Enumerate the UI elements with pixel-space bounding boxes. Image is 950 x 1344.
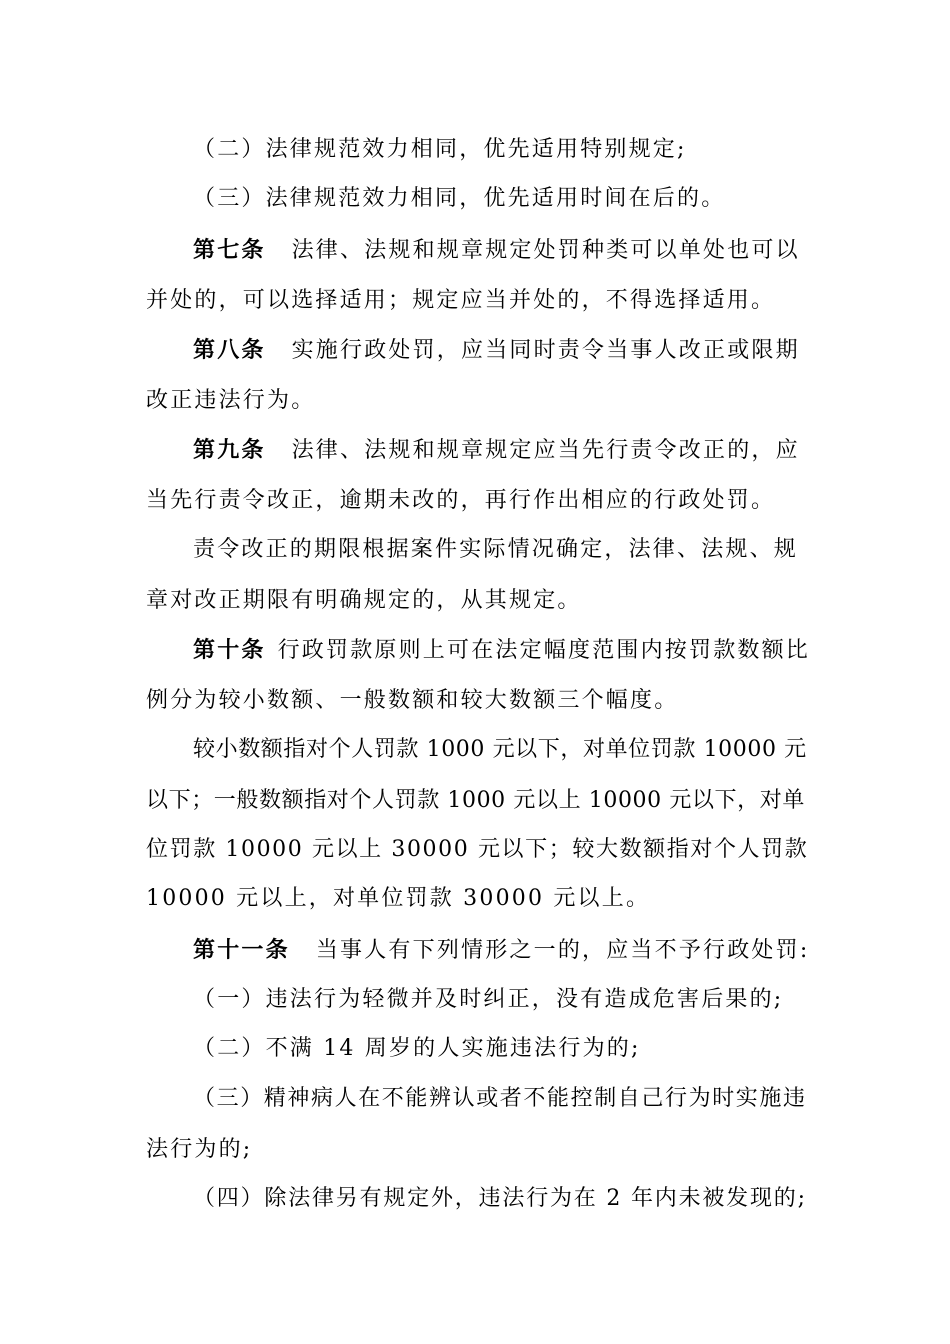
article-number: 第九条 xyxy=(193,437,266,463)
text-line xyxy=(193,1084,810,1114)
text-line xyxy=(146,884,810,914)
text-line xyxy=(146,486,810,516)
text-line xyxy=(146,835,810,865)
line-text: （四）除法律另有规定外，违法行为在 2 年内未被发现的; xyxy=(193,1186,807,1211)
line-text: 法律、法规和规章规定应当先行责令改正的，应 xyxy=(291,438,800,463)
text-line xyxy=(146,386,810,416)
article-heading-line xyxy=(193,435,810,465)
text-line xyxy=(193,735,810,765)
line-text: （二）不满 14 周岁的人实施违法行为的; xyxy=(193,1036,641,1061)
line-text: 以下；一般数额指对个人罚款 1000 元以上 10000 元以下，对单 xyxy=(146,788,805,813)
line-text: 法律、法规和规章规定处罚种类可以单处也可以 xyxy=(291,238,800,263)
article-number: 第八条 xyxy=(193,337,266,363)
line-text: 当先行责令改正，逾期未改的，再行作出相应的行政处罚。 xyxy=(146,488,776,513)
line-text: 法行为的; xyxy=(146,1137,253,1162)
article-number: 第七条 xyxy=(193,237,266,263)
article-number: 第十一条 xyxy=(193,937,290,963)
line-text: （三）精神病人在不能辨认或者不能控制自己行为时实施违 xyxy=(193,1086,807,1111)
line-text: （一）违法行为轻微并及时纠正，没有造成危害后果的; xyxy=(193,987,784,1012)
article-heading-line xyxy=(193,335,810,365)
article-heading-line xyxy=(193,635,810,665)
line-text: （二）法律规范效力相同，优先适用特别规定; xyxy=(193,137,687,162)
article-number: 第十条 xyxy=(193,637,266,663)
text-line xyxy=(146,686,810,716)
line-text: 并处的，可以选择适用；规定应当并处的，不得选择适用。 xyxy=(146,288,776,313)
text-line xyxy=(146,786,810,816)
article-heading-line xyxy=(193,935,810,965)
text-line xyxy=(193,1184,810,1214)
line-text: 责令改正的期限根据案件实际情况确定，法律、法规、规 xyxy=(193,537,799,562)
line-text: 章对改正期限有明确规定的，从其规定。 xyxy=(146,588,582,613)
line-text: 例分为较小数额、一般数额和较大数额三个幅度。 xyxy=(146,688,679,713)
text-line xyxy=(146,1135,810,1165)
line-text: 行政罚款原则上可在法定幅度范围内按罚款数额比 xyxy=(277,638,811,663)
line-text: 改正违法行为。 xyxy=(146,388,316,413)
text-line xyxy=(193,985,810,1015)
line-text: 较小数额指对个人罚款 1000 元以下，对单位罚款 10000 元 xyxy=(193,737,807,762)
line-text: 当事人有下列情形之一的，应当不予行政处罚: xyxy=(315,938,810,963)
text-line xyxy=(193,1034,810,1064)
text-line xyxy=(193,535,810,565)
line-text: （三）法律规范效力相同，优先适用时间在后的。 xyxy=(193,186,726,211)
line-text: 实施行政处罚，应当同时责令当事人改正或限期 xyxy=(291,338,800,363)
line-text: 位罚款 10000 元以上 30000 元以下；较大数额指对个人罚款 xyxy=(146,837,809,862)
line-text: 10000 元以上，对单位罚款 30000 元以上。 xyxy=(146,886,651,911)
text-line xyxy=(146,586,810,616)
text-line xyxy=(193,135,810,165)
text-line xyxy=(146,286,810,316)
text-line xyxy=(193,184,810,214)
article-heading-line xyxy=(193,235,810,265)
